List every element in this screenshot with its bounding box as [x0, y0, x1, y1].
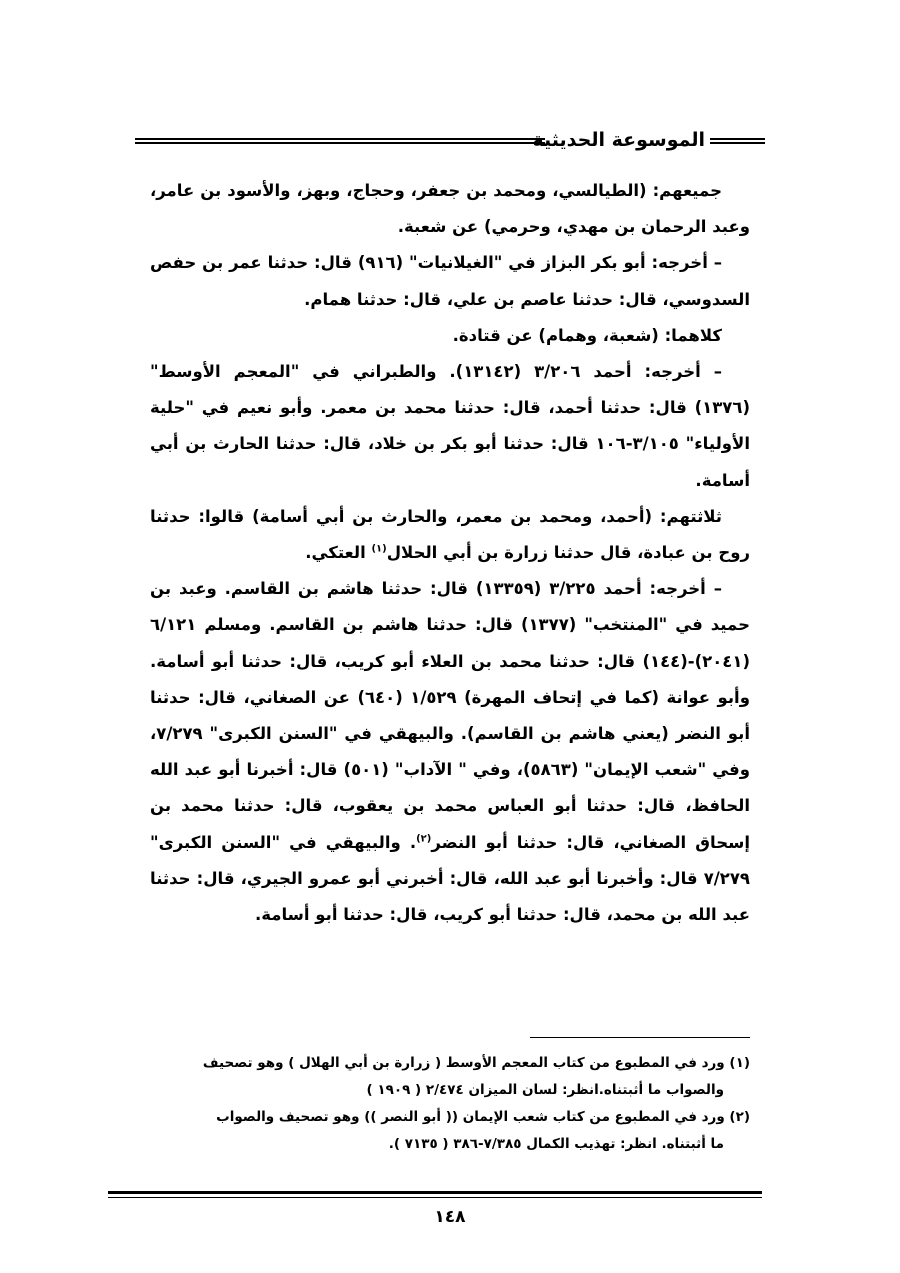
footnote-ref-1[interactable]: (١)	[371, 543, 387, 555]
paragraph-5	[150, 499, 750, 571]
paragraph-6-text: – أخرجه: أحمد ٣/٢٢٥ (١٣٣٥٩) قال: حدثنا هاشم بن القاسم. وعبد بن حميد في "المنتخب" (١٣٧٧) قال: حدثنا هاشم بن القاسم. ومسلم ٦/١٢١ (٢٠٤١)-(١٤٤) قال: حدثنا محمد بن العلاء أبو كريب، قال: حدثنا أبو أسامة. وأبو عوانة (كما في إتحاف المهرة) ١/٥٢٩ (٦٤٠) عن الصغاني، قال: حدثنا أبو النضر (يعني هاشم بن القاسم). والبيهقي في "السنن الكبرى" ٧/٢٧٩، وفي "شعب الإيمان" (٥٨٦٣)، وفي " الآداب" (٥٠١) قال: أخبرنا أبو عبد الله الحافظ، قال: حدثنا أبو العباس محمد بن يعقوب، قال: حدثنا محمد بن إسحاق الصغاني، قال: حدثنا أبو النضر	[150, 579, 750, 852]
paragraph-5-tail: العتكي.	[305, 543, 372, 563]
header-rule-left	[135, 138, 545, 144]
footnote-2-line-1: (٢) ورد في المطبوع من كتاب شعب الإيمان (( أبو النصر )) وهو تصحيف والصواب	[216, 1109, 750, 1125]
footnote-ref-2[interactable]: (٢)	[416, 833, 432, 845]
footnote-separator	[530, 1037, 750, 1038]
footnote-2-line-2: ما أثبتناه. انظر: تهذيب الكمال ٧/٣٨٥-٣٨٦ ( ٧١٣٥ ).	[388, 1136, 724, 1152]
footnote-1-line-2: والصواب ما أثبتناه.انظر: لسان الميزان ٢/٤٧٤ ( ١٩٠٩ )	[366, 1082, 724, 1098]
footnote-1-line-1: (١) ورد في المطبوع من كتاب المعجم الأوسط ( زرارة بن أبي الهلال ) وهو تصحيف	[202, 1055, 750, 1071]
paragraph-5-text: ثلاثتهم: (أحمد، ومحمد بن معمر، والحارث بن أبي أسامة) قالوا: حدثنا روح بن عبادة، قال حدثنا زرارة بن أبي الحلال	[150, 506, 750, 563]
paragraph-3: كلاهما: (شعبة، وهمام) عن قتادة.	[452, 325, 722, 345]
paragraph-6-tail: . والبيهقي في "السنن الكبرى" ٧/٢٧٩ قال: وأخبرنا أبو عبد الله، قال: أخبرني أبو عمرو الجيري، قال: حدثنا عبد الله بن محمد، قال: حدثنا أبو كريب، قال: حدثنا أبو أسامة.	[150, 832, 750, 925]
footer-rule-thick	[108, 1191, 762, 1194]
paragraph-4: – أخرجه: أحمد ٣/٢٠٦ (١٣١٤٢). والطبراني في "المعجم الأوسط" (١٣٧٦) قال: حدثنا أحمد، قال: حدثنا محمد بن معمر. وأبو نعيم في "حلية الأولياء" ٣/١٠٥-١٠٦ قال: حدثنا أبو بكر بن خلاد، قال: حدثنا الحارث بن أبي أسامة.	[150, 362, 750, 490]
footnotes	[150, 1050, 750, 1158]
footer-rule-thin	[108, 1197, 762, 1198]
paragraph-2: – أخرجه: أبو بكر البزاز في "الغيلانيات" (٩١٦) قال: حدثنا عمر بن حفص السدوسي، قال: حدثنا عاصم بن علي، قال: حدثنا همام.	[150, 253, 750, 309]
page-header	[135, 125, 765, 155]
paragraph-6	[150, 571, 750, 933]
running-title: الموسوعة الحديثية	[532, 129, 705, 151]
paragraph-1: جميعهم: (الطيالسي، ومحمد بن جعفر، وحجاج، وبهز، والأسود بن عامر، وعبد الرحمان بن مهدي، وحرمي) عن شعبة.	[150, 181, 750, 237]
page-number: ١٤٨	[434, 1207, 466, 1227]
header-rule-right	[710, 138, 765, 144]
main-text	[150, 173, 750, 933]
